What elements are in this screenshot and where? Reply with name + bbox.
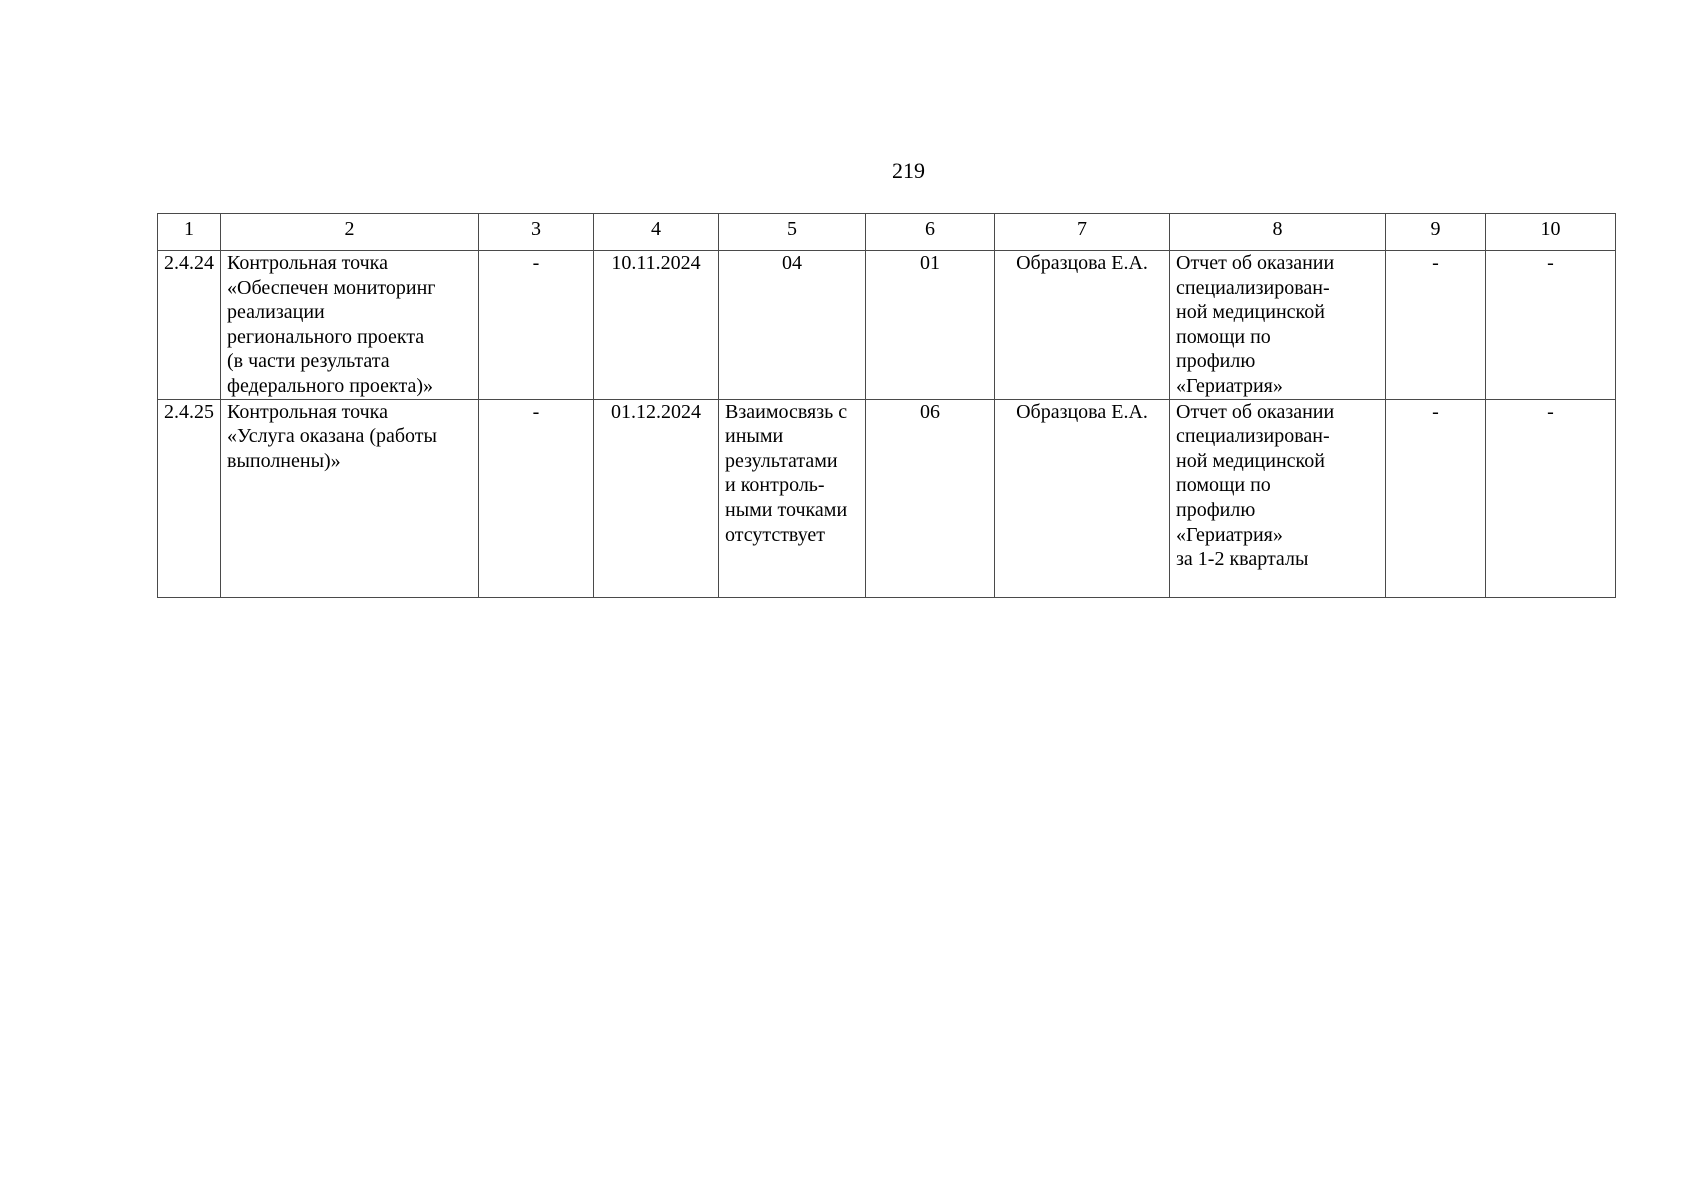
cell-text-line: специализирован- <box>1176 425 1330 448</box>
date-cell: 10.11.2024 <box>594 251 719 400</box>
cell-text-line: и контроль- <box>725 474 825 497</box>
control-points-table <box>157 213 1616 598</box>
cell-text-line: Отчет об оказании <box>1176 252 1335 274</box>
cell-text-line: специализирован- <box>1176 276 1330 299</box>
header-cell: 1 <box>158 214 221 251</box>
cell-text-line: Контрольная точка <box>227 252 388 274</box>
header-cell: 7 <box>995 214 1170 251</box>
cell-text-line: федерального проекта)» <box>227 374 433 397</box>
cell-text-line: 04 <box>782 252 802 274</box>
row-number-cell: 2.4.24 <box>158 251 221 400</box>
responsible-cell: Образцова Е.А. <box>995 399 1170 597</box>
col9-cell: - <box>1386 251 1486 400</box>
header-cell: 4 <box>594 214 719 251</box>
table-row <box>158 251 1616 400</box>
cell-text-line: «Гериатрия» <box>1176 374 1283 397</box>
col3-cell: - <box>479 251 594 400</box>
cell-text-line: за 1-2 кварталы <box>1176 548 1309 571</box>
header-cell: 2 <box>221 214 479 251</box>
col6-cell: 01 <box>866 251 995 400</box>
cell-text-line: (в части результата <box>227 350 390 373</box>
document-cell <box>1170 399 1386 597</box>
cell-text-line: регионального проекта <box>227 325 425 348</box>
cell-text-line: профилю <box>1176 498 1256 521</box>
header-cell: 5 <box>719 214 866 251</box>
control-point-name-cell <box>221 399 479 597</box>
cell-text-line: профилю <box>1176 350 1256 373</box>
header-cell: 6 <box>866 214 995 251</box>
date-cell: 01.12.2024 <box>594 399 719 597</box>
cell-text-line: «Услуга оказана (работы <box>227 425 437 448</box>
cell-text-line: ными точками <box>725 498 848 521</box>
col5-cell <box>719 251 866 400</box>
responsible-cell: Образцова Е.А. <box>995 251 1170 400</box>
col10-cell: - <box>1486 399 1616 597</box>
col9-cell: - <box>1386 399 1486 597</box>
cell-text-line: ной медицинской <box>1176 301 1325 324</box>
cell-text-line: помощи по <box>1176 474 1271 497</box>
header-cell: 9 <box>1386 214 1486 251</box>
cell-text-line: результатами <box>725 449 838 472</box>
cell-text-line: Взаимосвязь с <box>725 400 848 423</box>
control-point-name-cell <box>221 251 479 400</box>
cell-text-line: Отчет об оказании <box>1176 400 1335 423</box>
cell-text-line: отсутствует <box>725 523 826 546</box>
page-number: 219 <box>892 158 925 183</box>
cell-text-line: «Обеспечен мониторинг <box>227 276 436 299</box>
cell-text-line: «Гериатрия» <box>1176 523 1283 546</box>
document-cell <box>1170 251 1386 400</box>
table-row <box>158 399 1616 597</box>
header-cell: 3 <box>479 214 594 251</box>
header-cell: 8 <box>1170 214 1386 251</box>
cell-text-line: выполнены)» <box>227 449 341 472</box>
cell-text-line: реализации <box>227 301 325 324</box>
row-number-cell: 2.4.25 <box>158 399 221 597</box>
col3-cell: - <box>479 399 594 597</box>
cell-text-line: помощи по <box>1176 325 1271 348</box>
cell-text-line: Контрольная точка <box>227 400 388 423</box>
col10-cell: - <box>1486 251 1616 400</box>
cell-text-line: ной медицинской <box>1176 449 1325 472</box>
col6-cell: 06 <box>866 399 995 597</box>
col5-cell <box>719 399 866 597</box>
header-cell: 10 <box>1486 214 1616 251</box>
table-header-row <box>158 214 1616 251</box>
cell-text-line: иными <box>725 425 784 448</box>
